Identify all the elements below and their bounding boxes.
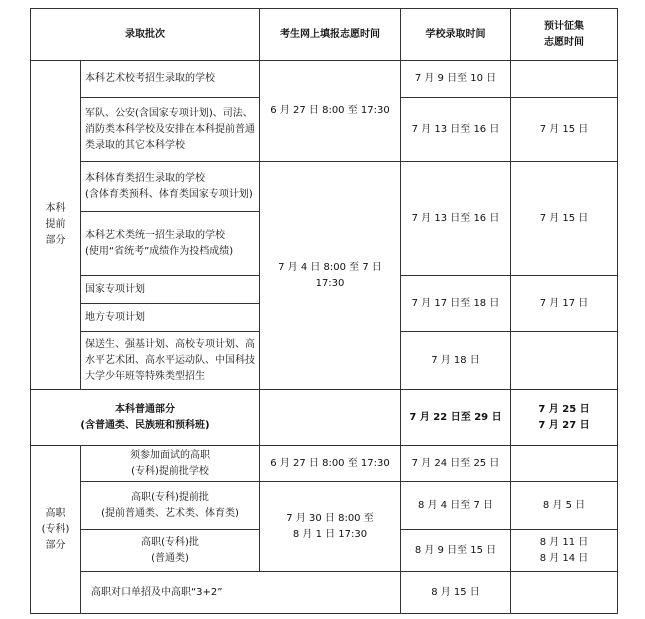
fill-time: 7 月 30 日 8:00 至 8 月 1 日 17:30 — [260, 482, 401, 572]
table-row — [31, 446, 618, 482]
fill-time: 6 月 27 日 8:00 至 17:30 — [260, 446, 401, 482]
table-row — [31, 390, 618, 446]
group-undergrad-early: 本科 提前 部分 — [31, 61, 81, 390]
admission-time: 8 月 15 日 — [401, 572, 511, 614]
admission-time: 7 月 24 日至 25 日 — [401, 446, 511, 482]
collect-time — [511, 332, 618, 390]
collect-time: 8 月 5 日 — [511, 482, 618, 530]
header-collect-time: 预计征集 志愿时间 — [511, 9, 618, 61]
batch-name: 本科艺术校考招生录取的学校 — [81, 61, 260, 98]
fill-time — [260, 390, 401, 446]
collect-time: 7 月 25 日 7 月 27 日 — [511, 390, 618, 446]
collect-time: 7 月 15 日 — [511, 162, 618, 276]
header-admission-time: 学校录取时间 — [401, 9, 511, 61]
admission-time: 7 月 13 日至 16 日 — [401, 162, 511, 276]
batch-name: 须参加面试的高职 (专科)提前批学校 — [81, 446, 260, 482]
header-fill-time: 考生网上填报志愿时间 — [260, 9, 401, 61]
collect-time — [511, 61, 618, 98]
header-batch: 录取批次 — [31, 9, 260, 61]
collect-time: 7 月 15 日 — [511, 98, 618, 162]
admission-time: 7 月 17 日至 18 日 — [401, 276, 511, 332]
collect-time — [511, 572, 618, 614]
collect-time: 8 月 11 日 8 月 14 日 — [511, 530, 618, 572]
table-row — [31, 572, 618, 614]
table-row — [31, 482, 618, 530]
batch-name: 高职(专科)批 (普通类) — [81, 530, 260, 572]
batch-name-regular: 本科普通部分 (含普通类、民族班和预科班) — [31, 390, 260, 446]
admission-time: 7 月 9 日至 10 日 — [401, 61, 511, 98]
batch-name: 本科体育类招生录取的学校 (含体育类预科、体育类国家专项计划) — [81, 162, 260, 212]
header-row — [31, 9, 618, 61]
fill-time: 7 月 4 日 8:00 至 7 日 17:30 — [260, 162, 401, 390]
collect-time — [511, 446, 618, 482]
batch-name: 军队、公安(含国家专项计划)、司法、消防类本科学校及安排在本科提前普通类录取的其它本科学校 — [81, 98, 260, 162]
admission-time: 8 月 4 日至 7 日 — [401, 482, 511, 530]
collect-time: 7 月 17 日 — [511, 276, 618, 332]
table-row — [31, 61, 618, 98]
admission-time: 7 月 18 日 — [401, 332, 511, 390]
batch-name: 地方专项计划 — [81, 304, 260, 332]
admission-schedule-table — [30, 8, 618, 614]
admission-time: 8 月 9 日至 15 日 — [401, 530, 511, 572]
table-row — [31, 162, 618, 212]
fill-time: 6 月 27 日 8:00 至 17:30 — [260, 61, 401, 162]
admission-time: 7 月 13 日至 16 日 — [401, 98, 511, 162]
batch-name: 国家专项计划 — [81, 276, 260, 304]
batch-name: 高职(专科)提前批 (提前普通类、艺术类、体育类) — [81, 482, 260, 530]
batch-name: 保送生、强基计划、高校专项计划、高水平艺术团、高水平运动队、中国科技大学少年班等特殊类型招生 — [81, 332, 260, 390]
batch-name: 高职对口单招及中高职“3+2” — [81, 572, 401, 614]
group-vocational: 高职 (专科) 部分 — [31, 446, 81, 614]
admission-time: 7 月 22 日至 29 日 — [401, 390, 511, 446]
batch-name: 本科艺术类统一招生录取的学校 (使用“省统考”成绩作为投档成绩) — [81, 212, 260, 276]
